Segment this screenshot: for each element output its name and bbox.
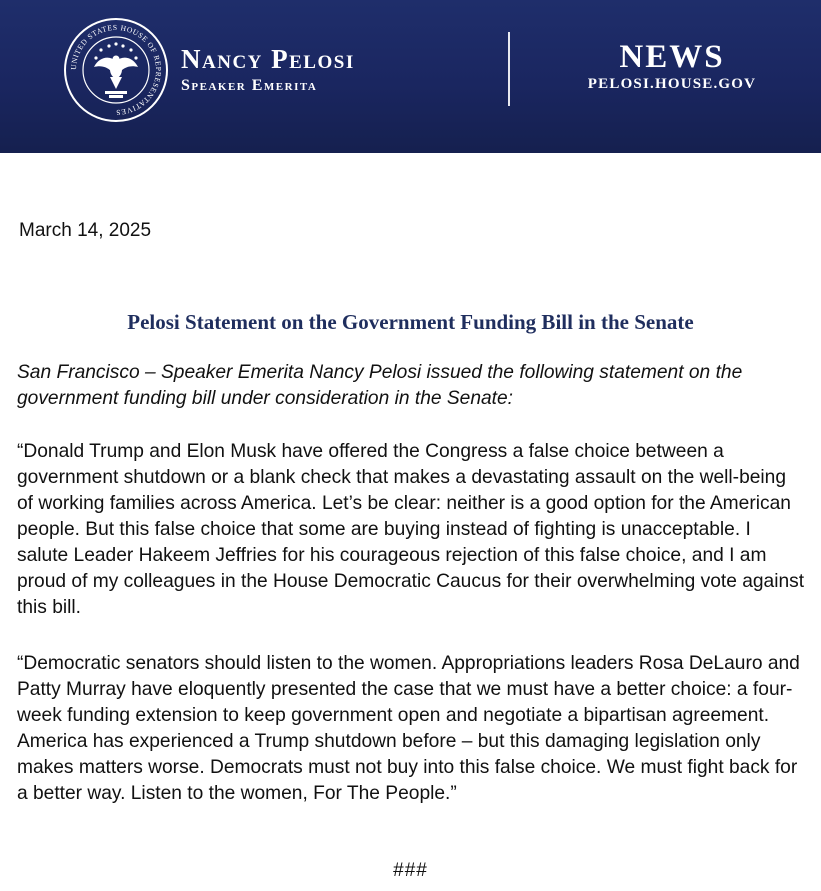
statement-paragraph-2: “Democratic senators should listen to the women. Appropriations leaders Rosa DeLauro and Patty Murray have eloquently presented the case that we must have a better choice: a four-week funding extension to keep government open and negotiate a bipartisan agreement. America has experienced a Trump shutdown before – but this damaging legislation only makes matters worse. Democrats must not buy into this false choice. We must fight back for a better way. Listen to the women, For The People.” <box>17 653 800 804</box>
statement-paragraph-1: “Donald Trump and Elon Musk have offered the Congress a false choice between a government shutdown or a blank check that makes a devastating assault on the well-being of working families across America. Let’s be clear: neither is a good option for the American people. But this false choice that some are buying instead of fighting is unacceptable. I salute Leader Hakeem Jeffries for his courageous rejection of this false choice, and I am proud of my colleagues in the House Democratic Caucus for their overwhelming vote against this bill. <box>17 441 805 618</box>
end-mark: ### <box>393 860 428 881</box>
header-divider <box>508 32 510 106</box>
name-block <box>181 44 355 96</box>
house-seal-icon <box>63 17 169 123</box>
news-block <box>571 40 773 93</box>
release-headline: Pelosi Statement on the Government Funding Bill in the Senate <box>127 310 694 334</box>
release-date: March 14, 2025 <box>19 220 152 241</box>
release-intro: San Francisco – Speaker Emerita Nancy Pelosi issued the following statement on the government funding bill under consideration in the Senate: <box>17 362 743 409</box>
header-banner <box>0 0 821 153</box>
speaker-name: Nancy Pelosi <box>181 44 355 74</box>
speaker-title: Speaker Emerita <box>181 77 318 94</box>
news-label: NEWS <box>619 39 725 75</box>
svg-text:UNITED STATES HOUSE OF REPRESE: UNITED STATES HOUSE OF REPRESENTATIVES <box>68 22 164 118</box>
website-url: PELOSI.HOUSE.GOV <box>587 76 757 92</box>
